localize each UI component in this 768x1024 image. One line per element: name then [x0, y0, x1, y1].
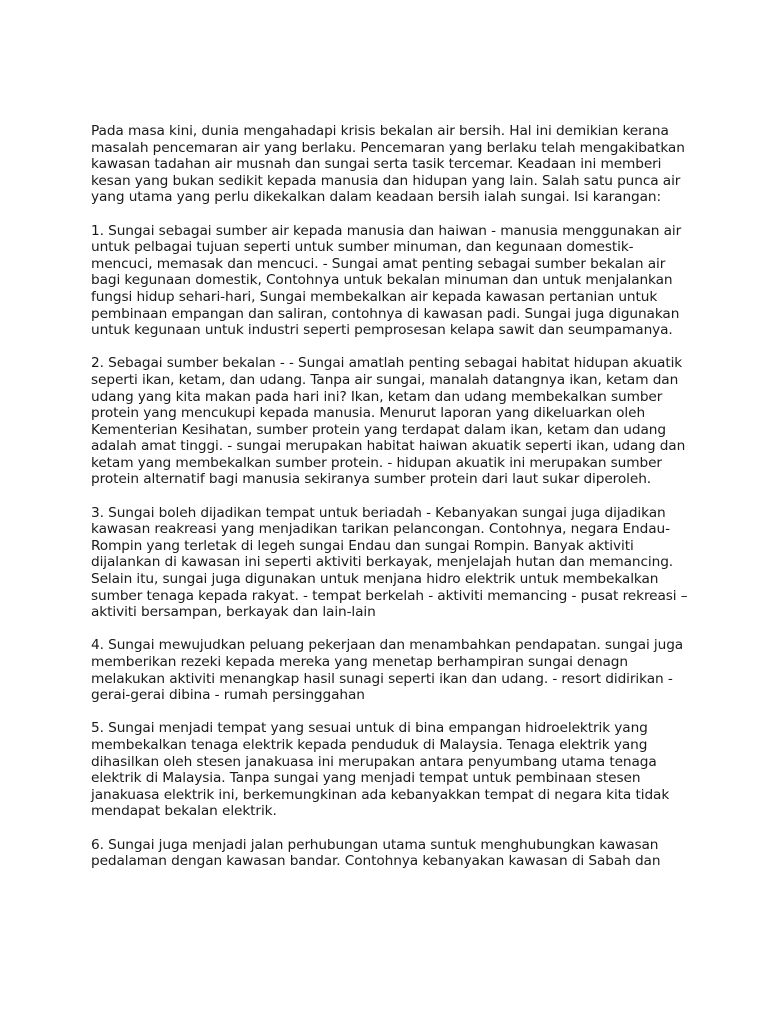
point-3-paragraph: 3. Sungai boleh dijadikan tempat untuk beriadah - Kebanyakan sungai juga dijadikan kawasan reakreasi yang menjadikan tarikan pelancongan. Contohnya, negara Endau-Rompin yang terletak di legeh sungai Endau dan sungai Rompin. Banyak aktiviti dijalankan di kawasan ini seperti aktiviti berkayak, menjelajah hutan dan memancing. Selain itu, sungai juga digunakan untuk menjana hidro elektrik untuk membekalkan sumber tenaga kepada rakyat. - tempat berkelah - aktiviti memancing - pusat rekreasi – aktiviti bersampan, berkayak dan lain-lain [91, 504, 688, 621]
point-5-paragraph: 5. Sungai menjadi tempat yang sesuai untuk di bina empangan hidroelektrik yang membekalkan tenaga elektrik kepada penduduk di Malaysia. Tenaga elektrik yang dihasilkan oleh stesen janakuasa ini merupakan antara penyumbang utama tenaga elektrik di Malaysia. Tanpa sungai yang menjadi tempat untuk pembinaan stesen janakuasa elektrik ini, berkemungkinan ada kebanyakkan tempat di negara kita tidak mendapat bekalan elektrik. [91, 720, 670, 820]
point-4-paragraph: 4. Sungai mewujudkan peluang pekerjaan dan menambahkan pendapatan. sungai juga memberikan rezeki kepada mereka yang menetap berhampiran sungai denagn melakukan aktiviti menangkap hasil sunagi seperti ikan dan udang. - resort didirikan - gerai-gerai dibina - rumah persinggahan [91, 637, 684, 704]
point-1-paragraph: 1. Sungai sebagai sumber air kepada manusia dan haiwan - manusia menggunakan air untuk pelbagai tujuan seperti untuk sumber minuman, dan kegunaan domestik- mencuci, memasak dan mencuci. - Sungai amat penting sebagai sumber bekalan air bagi kegunaan domestik, Contohnya untuk bekalan minuman dan untuk menjalankan fungsi hidup sehari-hari, Sungai membekalkan air kepada kawasan pertanian untuk pembinaan empangan dan saliran, contohnya di kawasan padi. Sungai juga digunakan untuk kegunaan untuk industri seperti pemprosesan kelapa sawit dan seumpamanya. [91, 222, 682, 339]
point-2-paragraph: 2. Sebagai sumber bekalan - - Sungai amatlah penting sebagai habitat hidupan akuatik seperti ikan, ketam, dan udang. Tanpa air sungai, manalah datangnya ikan, ketam dan udang yang kita makan pada hari ini? Ikan, ketam dan udang membekalkan sumber protein yang mencukupi kepada manusia. Menurut laporan yang dikeluarkan oleh Kementerian Kesihatan, sumber protein yang terdapat dalam ikan, ketam dan udang adalah amat tinggi. - sungai merupakan habitat haiwan akuatik seperti ikan, udang dan ketam yang membekalkan sumber protein. - hidupan akuatik ini merupakan sumber protein alternatif bagi manusia sekiranya sumber protein dari laut sukar diperoleh. [91, 355, 686, 488]
intro-paragraph: Pada masa kini, dunia mengahadapi krisis bekalan air bersih. Hal ini demikian kerana masalah pencemaran air yang berlaku. Pencemaran yang berlaku telah mengakibatkan kawasan tadahan air musnah dan sungai serta tasik tercemar. Keadaan ini memberi kesan yang bukan sedikit kepada manusia dan hidupan yang lain. Salah satu punca air yang utama yang perlu dikekalkan dalam keadaan bersih ialah sungai. Isi karangan: [91, 123, 685, 206]
point-6-paragraph: 6. Sungai juga menjadi jalan perhubungan utama suntuk menghubungkan kawasan pedalaman dengan kawasan bandar. Contohnya kebanyakan kawasan di Sabah dan [91, 836, 661, 870]
document-page [91, 123, 691, 886]
